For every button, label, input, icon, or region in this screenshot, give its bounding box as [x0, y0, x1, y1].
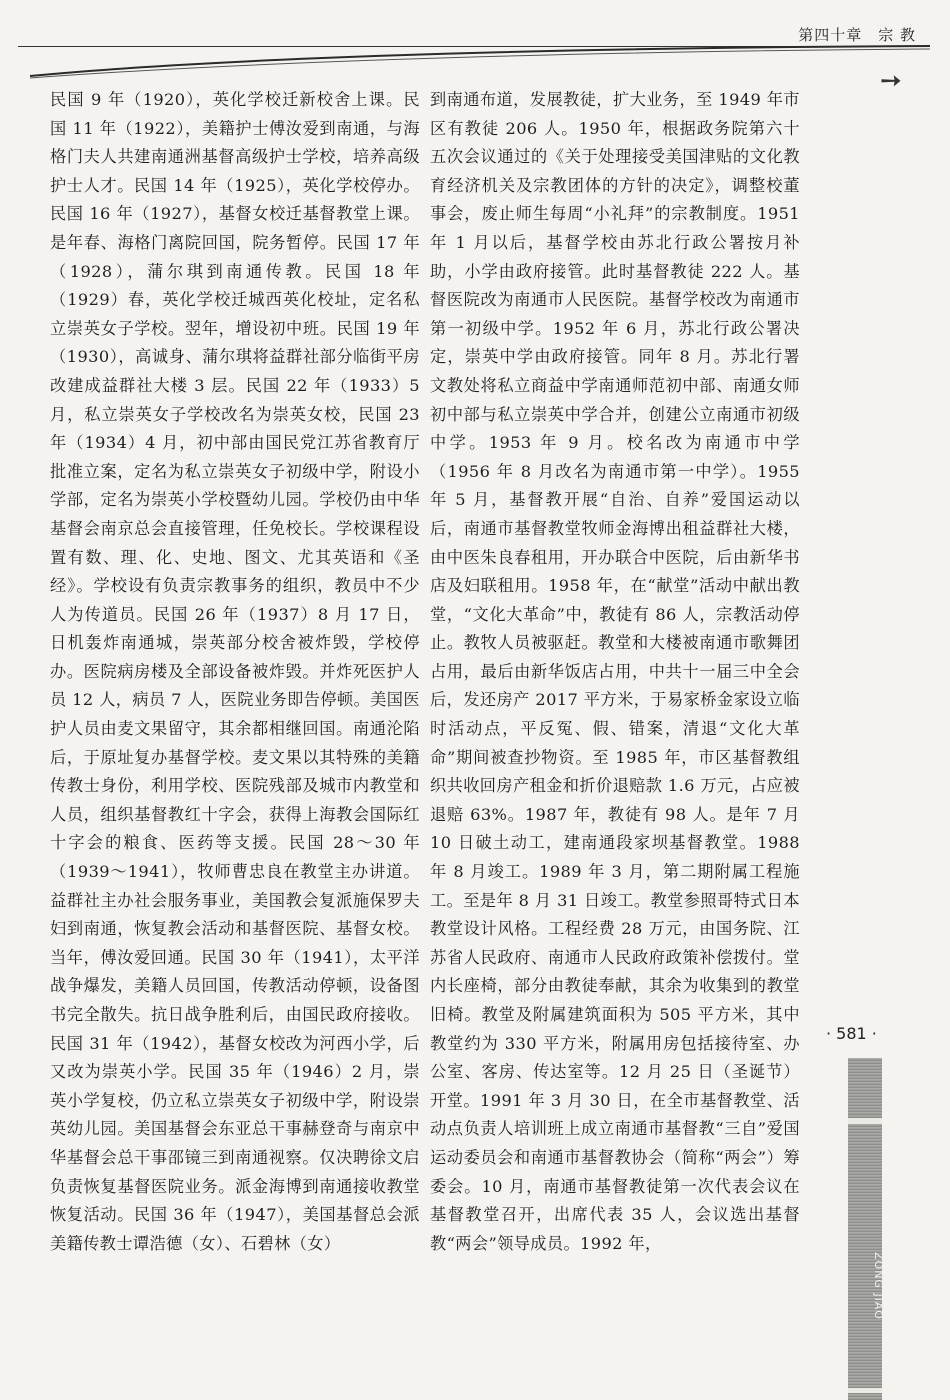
sidebar-divider [848, 1118, 882, 1124]
chapter-tab-sidebar [848, 1058, 882, 1400]
text-column-left [50, 86, 420, 1258]
text-column-right [430, 86, 800, 1258]
right-arrow-icon: ➙ [880, 66, 902, 96]
sidebar-label: ZONG JIAO [872, 1252, 885, 1320]
page-number: · 581 · [826, 1024, 877, 1043]
header-swoosh-decoration [0, 40, 950, 90]
sidebar-divider [848, 1388, 882, 1393]
paragraph-left: 民国 9 年（1920），英化学校迁新校舍上课。民国 11 年（1922），美籍护士傅汝爱到南通，与海格门夫人共建南通洲基督高级护士学校，培养高级护士人才。民国 14 年（1925），英化学校停办。民国 16 年（1927），基督女校迁基督教堂上课。是年春、海格门离院回国，院务暂停。民国 17 年（1928），蒲尔琪到南通传教。民国 18 年（1929）春，英化学校迁城西英化校址，定名私立崇英女子学校。翌年，增设初中班。民国 19 年（1930），高诚身、蒲尔琪将益群社部分临街平房改建成益群社大楼 3 层。民国 22 年（1933）5 月，私立崇英女子学校改名为崇英女校，民国 23 年（1934）4 月，初中部由国民党江苏省教育厅批准立案，定名为私立崇英女子初级中学，附设小学部，定名为崇英小学校暨幼儿园。学校仍由中华基督会南京总会直接管理，任免校长。学校课程设置有数、理、化、史地、图文、尤其英语和《圣经》。学校设有负责宗教事务的组织，教员中不少人为传道员。民国 26 年（1937）8 月 17 日，日机轰炸南通城，崇英部分校舍被炸毁，学校停办。医院病房楼及全部设备被炸毁。并炸死医护人员 12 人，病员 7 人，医院业务即告停顿。美国医护人员由麦文果留守，其余都相继回国。南通沦陷后，于原址复办基督学校。麦文果以其特殊的美籍传教士身份，利用学校、医院残部及城市内教堂和人员，组织基督教红十字会，获得上海教会国际红十字会的粮食、医药等支援。民国 28～30 年（1939～1941），牧师曹忠良在教堂主办讲道。益群社主办社会服务事业，美国教会复派施保罗夫妇到南通，恢复教会活动和基督医院、基督女校。当年，傅汝爱回通。民国 30 年（1941），太平洋战争爆发，美籍人员回国，传教活动停顿，设备图书完全散失。抗日战争胜利后，由国民政府接收。民国 31 年（1942），基督女校改为河西小学，后又改为崇英小学。民国 35 年（1946）2 月，崇英小学复校，仍立私立崇英女子初级中学，附设崇英幼儿园。美国基督会东亚总干事赫登奇与南京中华基督会总干事邵镜三到南通视察。仅决聘徐文启负责恢复基督医院业务。派金海博到南通接收教堂恢复活动。民国 36 年（1947），美国基督总会派美籍传教士谭浩德（女）、石碧林（女） [50, 90, 420, 1253]
chapter-header: 第四十章 宗 教 [798, 26, 916, 44]
paragraph-right: 到南通布道，发展教徒，扩大业务，至 1949 年市区有教徒 206 人。1950 年，根据政务院第六十五次会议通过的《关于处理接受美国津贴的文化教育经济机关及宗教团体的方针的决定》，调整校董事会，废止师生每周“小礼拜”的宗教制度。1951 年 1 月以后，基督学校由苏北行政公署按月补助，小学由政府接管。此时基督教徒 222 人。基督医院改为南通市人民医院。基督学校改为南通市第一初级中学。1952 年 6 月，苏北行政公署决定，崇英中学由政府接管。同年 8 月。苏北行署文教处将私立商益中学南通师范初中部、南通女师初中部与私立崇英中学合并，创建公立南通市初级中学。1953 年 9 月。校名改为南通市中学（1956 年 8 月改名为南通市第一中学）。1955 年 5 月，基督教开展“自治、自养”爱国运动以后，南通市基督教堂牧师金海博出租益群社大楼，由中医朱良春租用，开办联合中医院，后由新华书店及妇联租用。1958 年，在“献堂”活动中献出教堂，“文化大革命”中，教徒有 86 人，宗教活动停止。教牧人员被驱赶。教堂和大楼被南通市歌舞团占用，最后由新华饭店占用，中共十一届三中全会后，发还房产 2017 平方米，于易家桥金家设立临时活动点，平反冤、假、错案，清退“文化大革命”期间被查抄物资。至 1985 年，市区基督教组织共收回房产租金和折价退赔款 1.6 万元，占应被退赔 63%。1987 年，教徒有 98 人。是年 7 月 10 日破土动工，建南通段家坝基督教堂。1988 年 8 月竣工。1989 年 3 月，第二期附属工程施工。至是年 8 月 31 日竣工。教堂参照哥特式日本教堂设计风格。工程经费 28 万元，由国务院、江苏省人民政府、南通市人民政府政策补偿拨付。堂内长座椅，部分由教徒奉献，其余为收集到的教堂旧椅。教堂及附属建筑面积为 505 平方米，其中教堂约为 330 平方米，附属用房包括接待室、办公室、客房、传达室等。12 月 25 日（圣诞节）开堂。1991 年 3 月 30 日，在全市基督教堂、活动点负责人培训班上成立南通市基督教“三自”爱国运动委员会和南通市基督教协会（简称“两会”）筹委会。10 月，南通市基督教徒第一次代表会议在基督教堂召开，出席代表 35 人，会议选出基督教“两会”领导成员。1992 年， [430, 90, 800, 1253]
